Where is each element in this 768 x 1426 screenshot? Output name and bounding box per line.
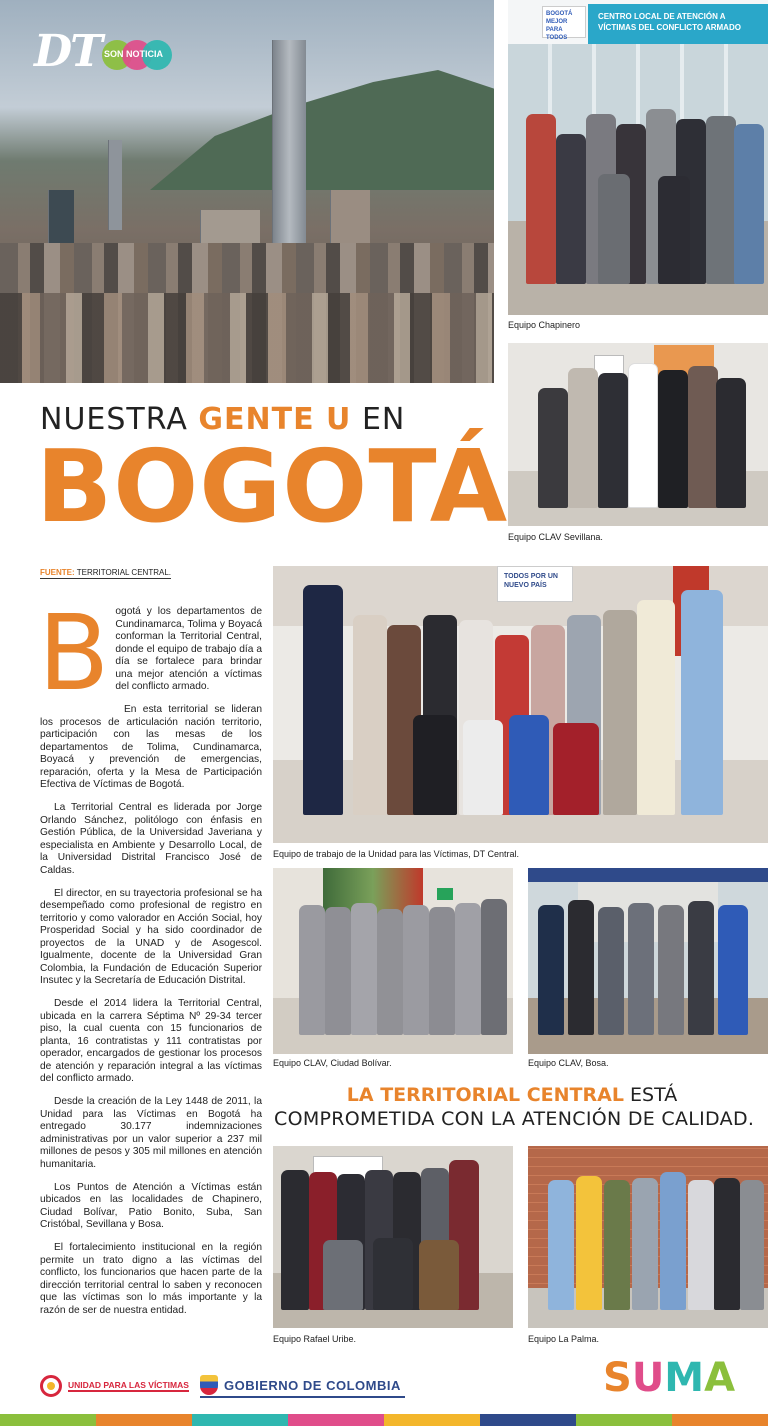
colombia-shield-icon <box>200 1375 218 1395</box>
source-line: FUENTE: TERRITORIAL CENTRAL. <box>40 568 171 577</box>
photo-central-team <box>273 566 768 843</box>
color-stripe <box>0 1414 768 1426</box>
drop-cap: B <box>38 592 110 714</box>
article-paragraph: Desde la creación de la Ley 1448 de 2011, la Unidad para las Víctimas en Bogotá ha entregado 30.177 indemnizaciones administrativas por un valor superior a 237 mil millones de pesos y 305 mil millones en atención humanitaria. <box>40 1096 262 1170</box>
suma-letter: S <box>603 1355 632 1401</box>
caption-la-palma: Equipo La Palma. <box>528 1334 600 1344</box>
article-paragraph: Desde el 2014 lidera la Territorial Central, ubicada en la carrera Séptima Nº 29-34 tercer piso, la cual cuenta con 15 funcionarios de planta, 16 contratistas y 111 contratistas por operador, encargados de gestionar los procesos de atención y reparación integral a las víctimas del conflicto armado. <box>40 998 262 1084</box>
photo-bosa <box>528 868 768 1054</box>
caption-bosa: Equipo CLAV, Bosa. <box>528 1058 609 1068</box>
photo-rafael-uribe <box>273 1146 513 1328</box>
nuevo-pais-banner: TODOS POR UN NUEVO PAÍS <box>497 566 573 602</box>
caption-chapinero: Equipo Chapinero <box>508 320 581 330</box>
pull-quote: LA TERRITORIAL CENTRAL ESTÁ COMPROMETIDA CON LA ATENCIÓN DE CALIDAD. <box>274 1084 755 1130</box>
photo-ciudad-bolivar <box>273 868 513 1054</box>
caption-rafael-uribe: Equipo Rafael Uribe. <box>273 1334 357 1344</box>
headline-bogota: BOGOTÁ <box>36 428 509 545</box>
gobierno-colombia-logo: GOBIERNO DE COLOMBIA <box>200 1374 405 1398</box>
clav-sign: CENTRO LOCAL DE ATENCIÓN A VÍCTIMAS DEL CONFLICTO ARMADO <box>588 4 768 44</box>
suma-letter: M <box>664 1355 705 1401</box>
photo-chapinero <box>508 0 768 315</box>
article-paragraph: En esta territorial se lideran los procesos de articulación nación territorio, participación con las mesas de los departamentos de Tolima, Cundinamarca, Boyacá y prevención de emergencias, reparación, oferta y la Mesa de Participación Efectiva de Víctimas de Bogotá. <box>40 704 262 790</box>
article-paragraph: El fortalecimiento institucional en la región permite un trato digno a las víctimas del conflicto, los funcionarios que hacen parte de la dirección territorial central lo saben y reconocen que las víctimas son lo más importante y la razón de ser de nuestra entidad. <box>40 1242 262 1316</box>
article-paragraph: El director, en su trayectoria profesional se ha desempeñado como profesional de registro en territorio y como valorador en Acción Social, hoy Prosperidad Social y ha sido coordinador de proyectos de la UNAD y de Asogescol. Igualmente, docente de la Universidad Gran Colombia, la Fundación de Educación Superior Insutec y la Secretaría de Educación Distrital. <box>40 887 262 986</box>
article-paragraph: La Territorial Central es liderada por Jorge Orlando Sánchez, politólogo con énfasis en Gestión Pública, de la Universidad Javeriana y especialista en Ambiente y Desarrollo Local, de la Universidad Distrital Francisco José de Caldas. <box>40 802 262 876</box>
son-noticia-logo: SON NOTICIA <box>102 40 174 70</box>
article-paragraph: Bogotá y los departamentos de Cundinamarca, Tolima y Boyacá conforman la Territorial Central, donde el equipo de trabajo día a día se fortalece para brindar una mejor atención a víctimas del conflicto armado. <box>38 592 262 714</box>
suma-letter: A <box>704 1355 736 1401</box>
suma-logo <box>603 1355 736 1401</box>
caption-sevillana: Equipo CLAV Sevillana. <box>508 532 603 542</box>
dt-logo: DT <box>34 26 101 77</box>
article-paragraph: Los Puntos de Atención a Víctimas están ubicados en las localidades de Chapinero, Ciudad Bolívar, Patio Bonito, Suba, San Cristóbal, Sevillana y Bosa. <box>40 1181 262 1230</box>
bogota-logo: BOGOTÁ MEJOR PARA TODOS <box>542 6 586 38</box>
unidad-victimas-logo: UNIDAD PARA LAS VÍCTIMAS <box>40 1374 189 1398</box>
caption-ciudad-bolivar: Equipo CLAV, Ciudad Bolívar. <box>273 1058 392 1068</box>
suma-letter: U <box>631 1355 665 1401</box>
unidad-seal-icon <box>40 1375 62 1397</box>
headline-line1: NUESTRA GENTE U EN <box>40 402 406 437</box>
photo-la-palma <box>528 1146 768 1328</box>
pull-quote-accent: LA TERRITORIAL CENTRAL <box>346 1084 624 1106</box>
photo-sevillana <box>508 343 768 526</box>
article-body <box>38 592 262 1328</box>
hero-city-photo <box>0 0 494 383</box>
headline-accent: GENTE U <box>198 402 352 437</box>
caption-central: Equipo de trabajo de la Unidad para las Víctimas, DT Central. <box>273 849 519 859</box>
